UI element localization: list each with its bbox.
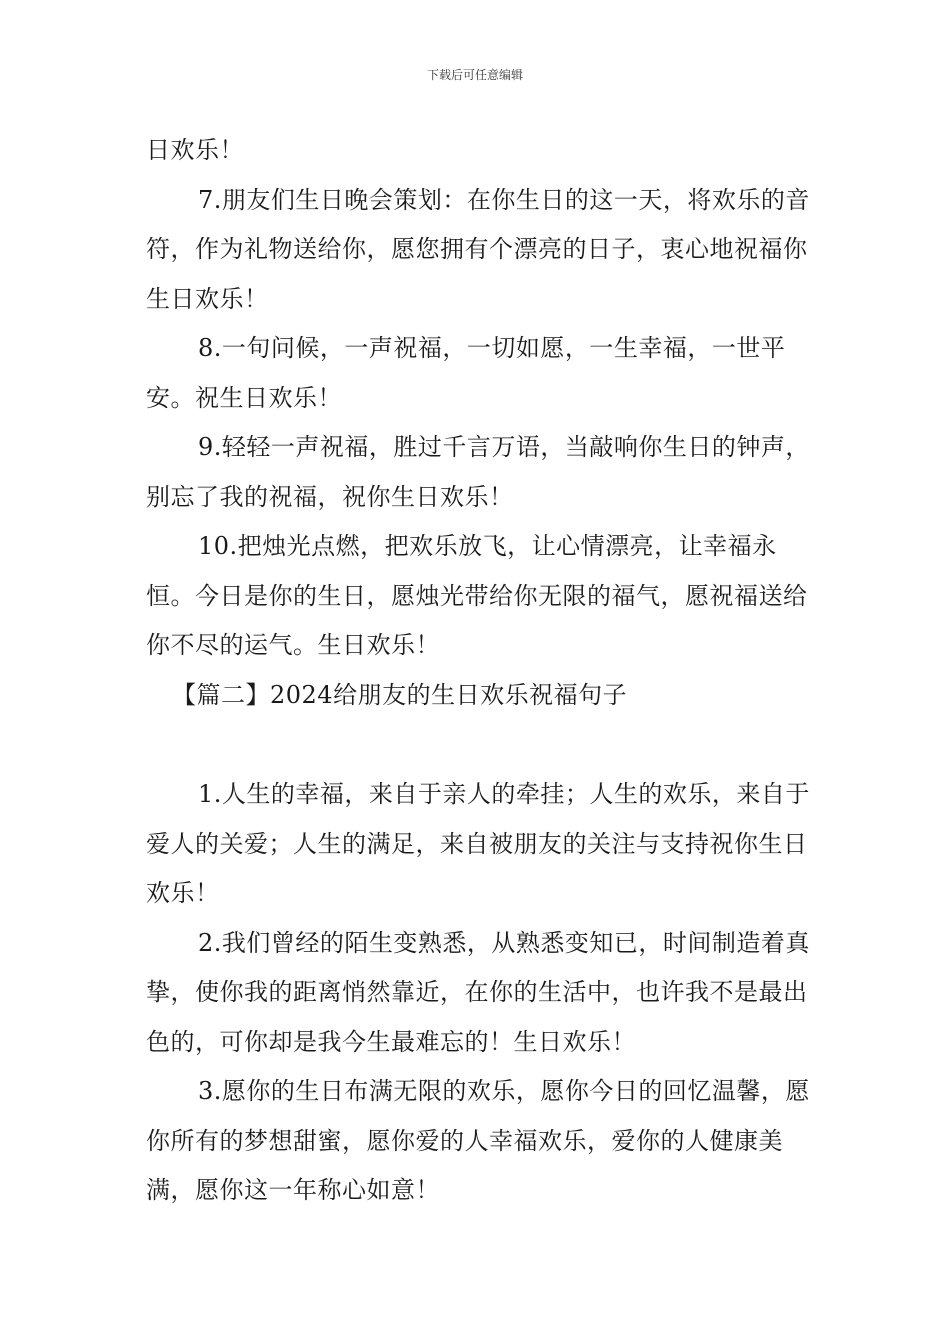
paragraph-item-8: 8.一句问候，一声祝福，一切如愿，一生幸福，一世平安。祝生日欢乐！ (146, 334, 786, 412)
paragraph-continuation: 日欢乐！ (146, 136, 244, 164)
section-heading: 【篇二】2024给朋友的生日欢乐祝福句子 (172, 680, 628, 709)
paragraph-item-9: 9.轻轻一声祝福，胜过千言万语，当敲响你生日的钟声，别忘了我的祝福，祝你生日欢乐！ (146, 433, 810, 511)
paragraph-item-7: 7.朋友们生日晚会策划：在你生日的这一天，将欢乐的音符，作为礼物送给你，愿您拥有个漂亮的日子，衷心地祝福你生日欢乐！ (146, 185, 810, 313)
paragraph-item-3: 3.愿你的生日布满无限的欢乐，愿你今日的回忆温馨，愿你所有的梦想甜蜜，愿你爱的人幸福欢乐，爱你的人健康美满，愿你这一年称心如意！ (146, 1077, 810, 1204)
section-spacer (146, 720, 811, 770)
document-body (146, 126, 811, 1216)
page-header: 下载后可任意编辑 (426, 68, 523, 82)
paragraph-item-2: 2.我们曾经的陌生变熟悉，从熟悉变知已，时间制造着真挚，使你我的距离悄然靠近，在你的生活中，也许我不是最出色的，可你却是我今生最难忘的！生日欢乐！ (146, 928, 810, 1056)
paragraph-item-1: 1.人生的幸福，来自于亲人的牵挂；人生的欢乐，来自于爱人的关爱；人生的满足，来自被朋友的关注与支持祝你生日欢乐！ (146, 780, 810, 907)
paragraph-item-10: 10.把烛光点燃，把欢乐放飞，让心情漂亮，让幸福永恒。今日是你的生日，愿烛光带给你无限的福气，愿祝福送给你不尽的运气。生日欢乐！ (146, 532, 808, 659)
